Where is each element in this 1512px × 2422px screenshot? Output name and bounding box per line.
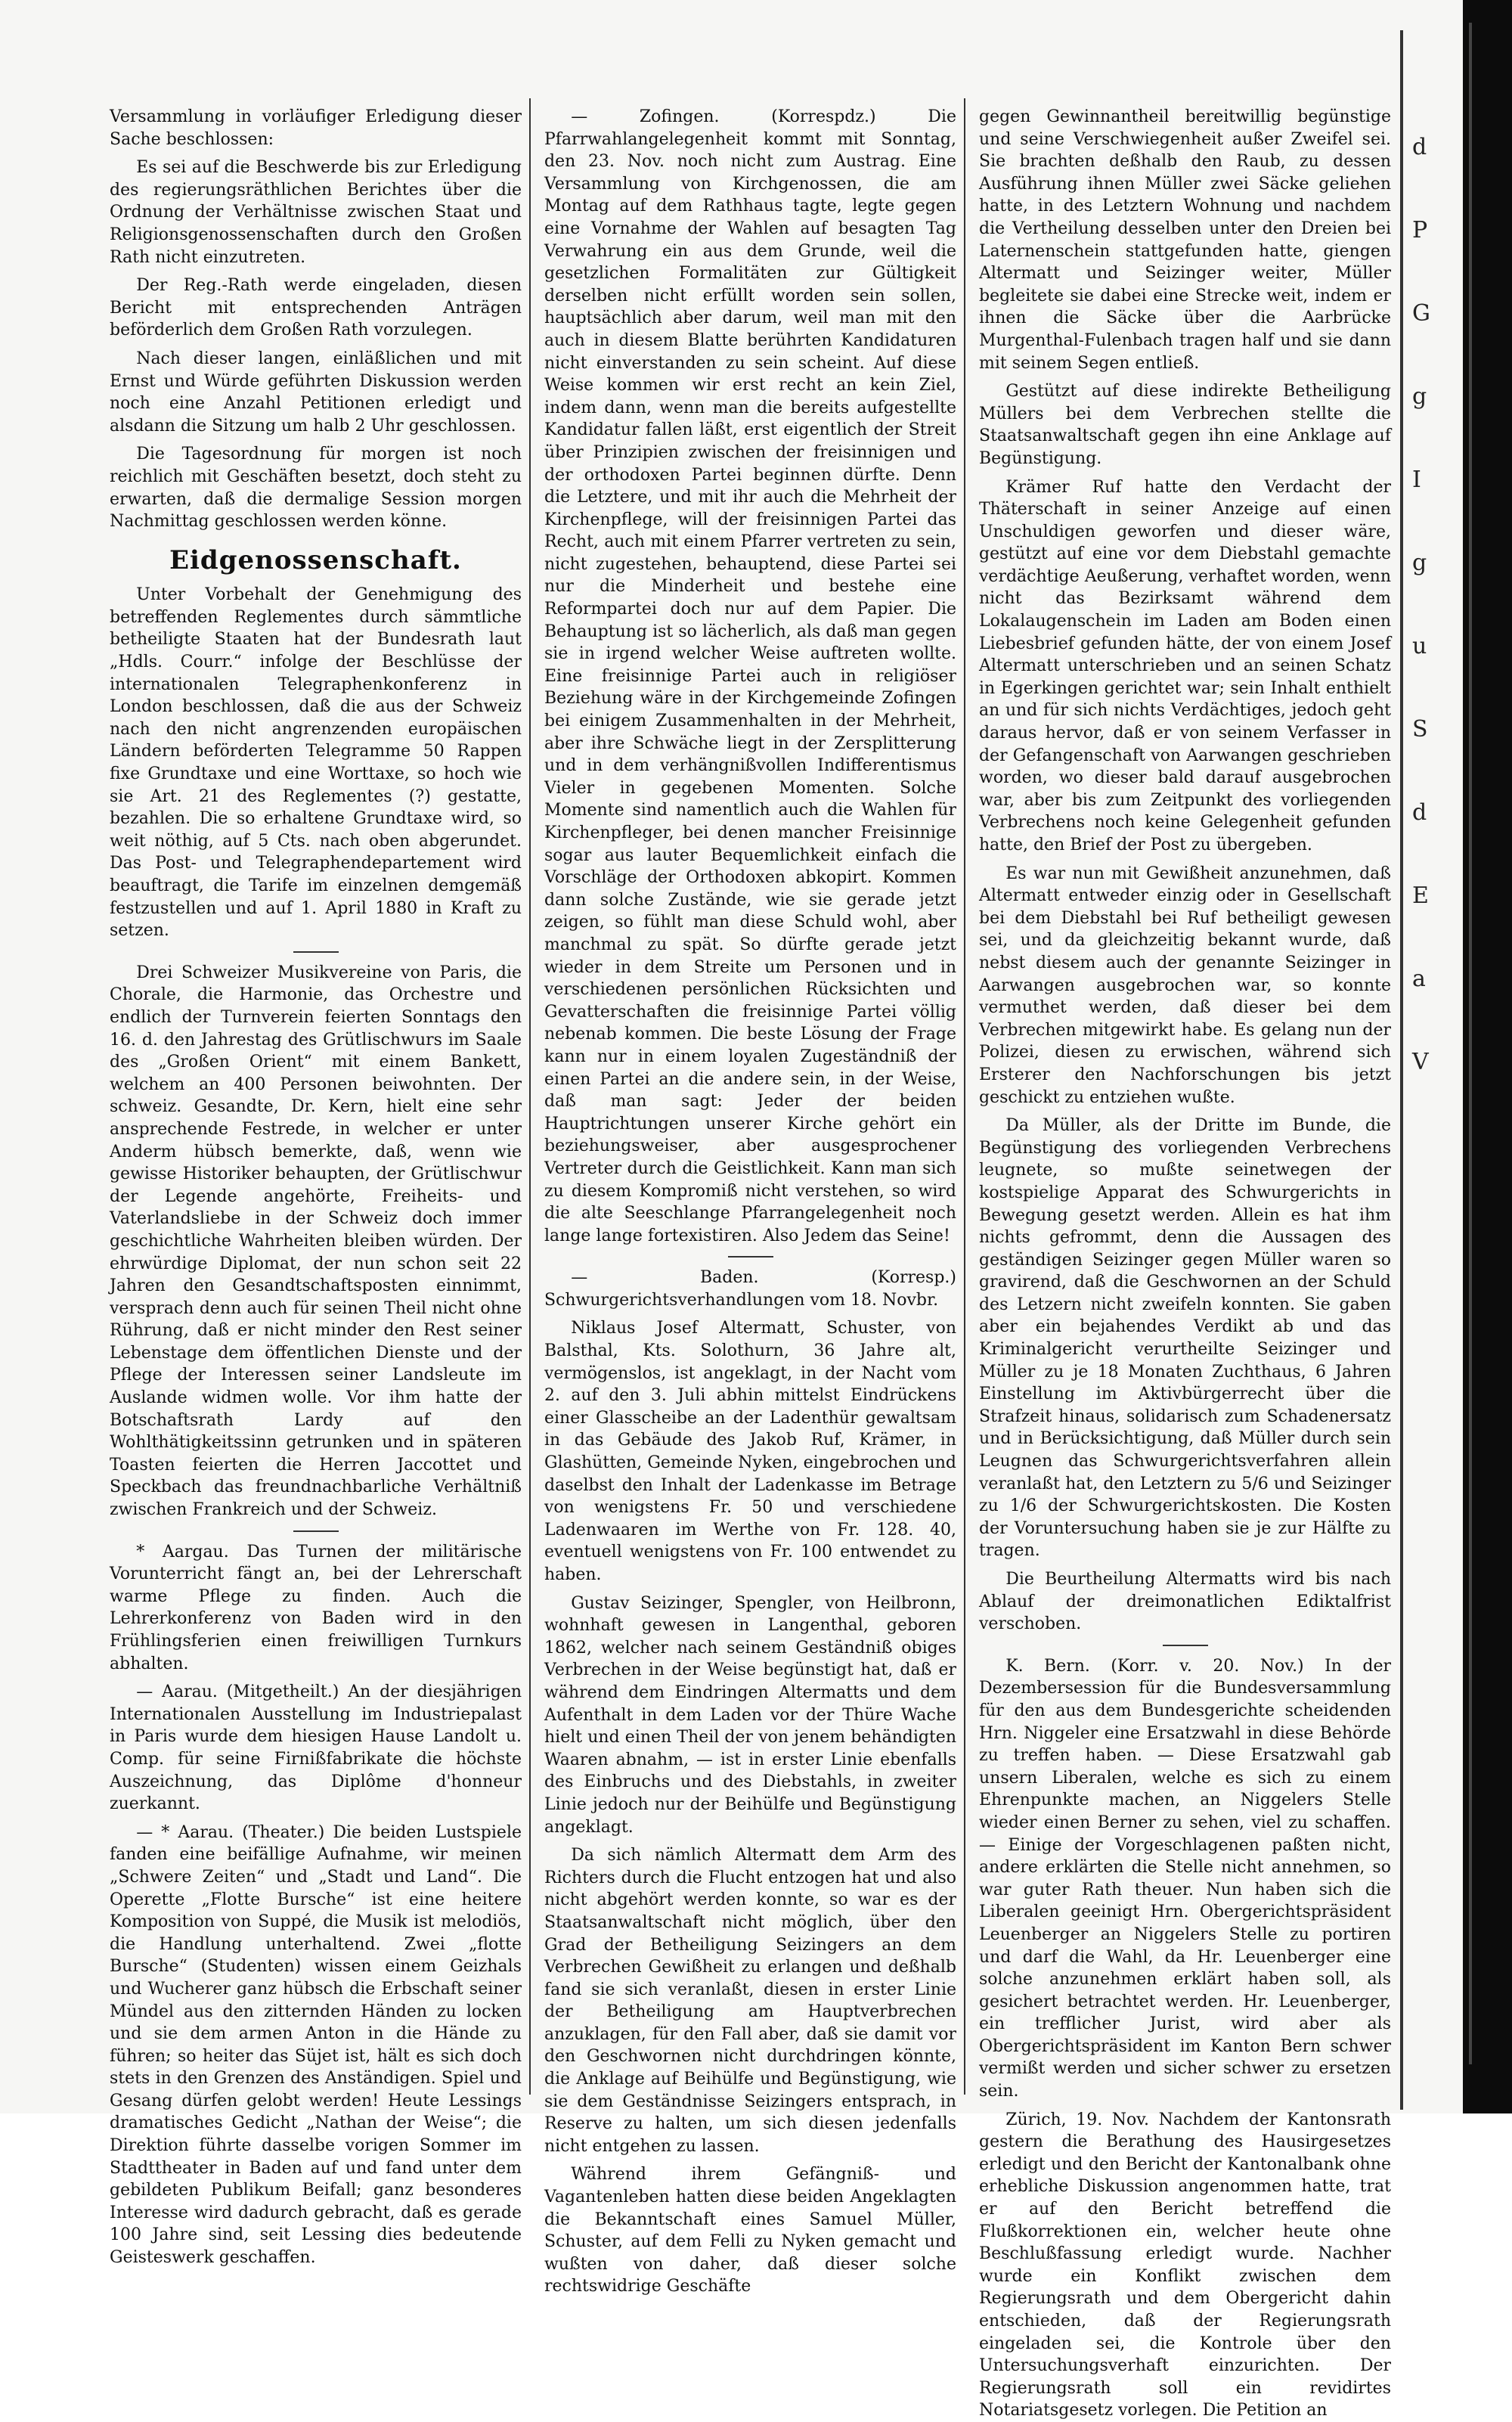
paragraph: — Zofingen. (Korrespdz.) Die Pfarrwahlangelegenheit kommt mit Sonntag, den 23. Nov. noch nicht zum Austrag. Eine Versammlung von Kirchgenossen, die am Montag auf dem Rathhaus tagte, legte gegen eine Vornahme der Wahlen auf besagten Tag Verwahrung ein aus dem Grunde, weil die gesetzlichen Formalitäten zur Gültigkeit derselben nicht erfüllt worden sein sollen, hauptsächlich aber darum, weil man mit den auch in diesem Blatte berührten Kandidaturen nicht einverstanden zu sein scheint. Auf diese Weise kommen wir erst recht an kein Ziel, indem dann, wenn man die bereits aufgestellte Kandidatur fallen läßt, erst eigentlich der Streit über Prinzipien zwischen der freisinnigen und der orthodoxen Partei beginnen dürfte. Denn die Letztere, und mit ihr auch die Mehrheit der Kirchenpflege, will der freisinnigen Partei das Recht, auch mit einem Pfarrer vertreten zu sein, nicht zugestehen, behauptend, diese Partei sei nur die Minderheit und bestehe eine Reformpartei doch nur auf dem Papier. Die Behauptung ist so lächerlich, als daß man gegen sie in irgend welcher Weise auftreten wollte. Eine freisinnige Partei auch in religiöser Beziehung wäre in der Kirchgemeinde Zofingen bei einigem Zusammenhalten in der Mehrheit, aber ihre Schwäche liegt in der Zersplitterung und in dem verhängnißvollen Indifferentismus Vieler in gegebenen Momenten. Solche Momente sind namentlich auch die Wahlen für Kirchenpfleger, bei denen mancher Freisinnige sogar aus lauter Bequemlichkeit einfach die Vorschläge der Orthodoxen abkopirt. Kommen dann solche Zustände, wie sie gerade jetzt zeigen, so fühlt man diese Schuld wohl, aber manchmal zu spät. So dürfte gerade jetzt wieder in dem Streite um Personen und in verschiedenen persönlichen Rücksichten und Gevatterschaften die freisinnige Partei völlig nebenab kommen. Die beste Lösung der Frage kann nur in einem loyalen Zugeständniß der einen Partei an die andere sein, in der Weise, daß man sagt: Jeder der beiden Hauptrichtungen unserer Kirche gehört ein beziehungsweiser, aber ausgesprochener Vertreter durch die Geistlichkeit. Kann man sich zu diesem Kompromiß nicht verstehen, so wird die alte Seeschlange Pfarrangelegenheit noch lange lange fortexistiren. Also Jedem das Seine! [544, 107, 956, 1245]
fragment-letter: V [1412, 1049, 1429, 1075]
fragment-letter: d [1412, 134, 1427, 160]
separator [293, 951, 339, 953]
paragraph: Gustav Seizinger, Spengler, von Heilbronn, wohnhaft gewesen in Langenthal, geboren 1862, welcher nach seinem Geständniß obiges Verbrechen in der Weise begünstigt hat, daß er während dem Eindringen Altermatts und dem Aufenthalt in dem Laden vor der Thüre Wache hielt und einen Theil der von jenem behändigten Waaren abnahm, — ist in erster Linie ebenfalls des Einbruchs und des Diebstahls, in zweiter Linie jedoch nur der Beihülfe und Begünstigung angeklagt. [544, 1593, 956, 1837]
column-middle [544, 106, 956, 2296]
paragraph: Drei Schweizer Musikvereine von Paris, die Chorale, die Harmonie, das Orchestre und endlich der Turnverein feierten Sonntags den 16. d. den Jahrestag des Grütlischwurs im Saale des „Großen Orient“ mit einem Bankett, welchem an 400 Personen beiwohnten. Der schweiz. Gesandte, Dr. Kern, hielt eine sehr ansprechende Festrede, in welcher er unter Anderm hübsch bemerkte, daß, wenn wie gewisse Historiker behaupten, der Grütlischwur der Legende angehörte, Freiheits- und Vaterlandsliebe in der Schweiz doch immer geschichtliche Wahrheiten bleiben würden. Der ehrwürdige Diplomat, der nun schon seit 22 Jahren den Gesandtschaftsposten einnimmt, versprach denn auch für seinen Theil nicht ohne Rührung, daß er nicht minder den Rest seiner Lebenstage dem öffentlichen Dienste und der Pflege der Interessen seiner Landsleute im Auslande widmen wolle. Vor ihm hatte der Botschaftsrath Lardy auf den Wohlthätigkeitssinn getrunken und in späteren Toasten feierten die Herren Jaccottet und Speckbach das freundnachbarliche Verhältniß zwischen Frankreich und der Schweiz. [110, 963, 522, 1520]
fragment-letter: d [1412, 799, 1427, 826]
paragraph: Versammlung in vorläufiger Erledigung dieser Sache beschlossen: [110, 107, 522, 149]
paragraph: — Baden. (Korresp.) Schwurgerichtsverhandlungen vom 18. Novbr. [544, 1268, 956, 1310]
fragment-letter: a [1412, 966, 1426, 992]
paragraph: Es sei auf die Beschwerde bis zur Erledigung des regierungsräthlichen Berichtes über die Ordnung der Verhältnisse zwischen Staat und Religionsgenossenschaften durch den Großen Rath nicht einzutreten. [110, 158, 522, 267]
fragment-letter: P [1412, 217, 1428, 243]
paragraph: Da Müller, als der Dritte im Bunde, die Begünstigung des vorliegenden Verbrechens leugnete, so mußte seinetwegen der kostspielige Apparat des Schwurgerichts in Bewegung gesetzt werden. Allein es hat ihm nichts gefrommt, denn die Aussagen des geständigen Seizinger gegen Müller waren so gravirend, daß die Geschwornen an der Schuld des Letzern nicht zweifeln konnten. Sie gaben aber ein bejahendes Verdikt ab und das Kriminalgericht verurtheilte Seizinger und Müller zu je 18 Monaten Zuchthaus, 6 Jahren Einstellung im Aktivbürgerrecht über die Strafzeit hinaus, solidarisch zum Schadenersatz und in Berücksichtigung, daß Müller durch sein Leugnen das Schwurgerichtsverfahren allein veranlaßt hat, den Letztern zu 5/6 und Seizinger zu 1/6 der Schwurgerichtskosten. Die Kosten der Voruntersuchung haben sie je zur Hälfte zu tragen. [979, 1116, 1391, 1561]
paragraph: * Aargau. Das Turnen der militärische Vorunterricht fängt an, bei der Lehrerschaft warme Pflege zu finden. Auch die Lehrerkonferenz von Baden wird in den Frühlingsferien einen freiwilligen Turnkurs abhalten. [110, 1542, 522, 1673]
paragraph: gegen Gewinnantheil bereitwillig begünstige und seine Verschwiegenheit außer Zweifel sei. Sie brachten deßhalb den Raub, zu dessen Ausführung ihnen Müller zwei Säcke geliehen hatte, in des Letztern Wohnung und nachdem die Vertheilung desselben unter den Dreien bei Laternenschein stattgefunden hatte, giengen Altermatt und Seizinger weiter, Müller begleitete sie dabei eine Strecke weit, indem er ihnen die Säcke über die Aarbrücke Murgenthal-Fulenbach tragen half und sie dann mit seinem Segen entließ. [979, 107, 1391, 373]
paragraph: Da sich nämlich Altermatt dem Arm des Richters durch die Flucht entzogen hat und also nicht abgehört werden konnte, so war es der Staatsanwaltschaft nicht möglich, über den Grad der Betheiligung Seizingers an dem Verbrechen Gewißheit zu erlangen und deßhalb fand sie sich veranlaßt, diesen in erster Linie der Betheiligung am Hauptverbrechen anzuklagen, für den Fall aber, daß sie damit vor den Geschwornen nicht durchdringen könnte, die Anklage auf Beihülfe und Begünstigung, wie sie dem Geständnisse Seizingers entsprach, in Reserve zu halten, um sich diesen jedenfalls nicht entgehen zu lassen. [544, 1846, 956, 2156]
scan-border [1463, 0, 1512, 2113]
fragment-letter: S [1412, 716, 1428, 743]
paragraph: Es war nun mit Gewißheit anzunehmen, daß Altermatt entweder einzig oder in Gesellschaft bei dem Diebstahl bei Ruf betheiligt gewesen sei, und da gleichzeitig bekannt wurde, daß nebst diesem auch der genannte Seizinger in Aarwangen ausgebrochen war, so konnte vermuthet werden, daß dieser bei dem Verbrechen mitgewirkt habe. Es gelang nun der Polizei, diesen zu erwischen, während sich Ersterer den Nachforschungen bis jetzt geschickt zu entziehen wußte. [979, 864, 1391, 1107]
paragraph: Die Beurtheilung Altermatts wird bis nach Ablauf der dreimonatlichen Ediktalfrist verschoben. [979, 1570, 1391, 1634]
column-rule [964, 98, 965, 2095]
scan-edge [1469, 23, 1472, 2064]
paragraph: — * Aarau. (Theater.) Die beiden Lustspiele fanden eine beifällige Aufnahme, wir meinen „Schwere Zeiten“ und „Stadt und Land“. Die Operette „Flotte Bursche“ ist eine heitere Komposition von Suppé, die Musik ist melodiös, die Handlung unterhaltend. Zwei „flotte Bursche“ (Studenten) wissen einem Geizhals und Wucherer ganz hübsch die Erbschaft seiner Mündel aus den zitternden Händen zu locken und sie dem armen Anton in die Hände zu führen; so heiter das Süjet ist, hält es sich doch stets in den Grenzen des Anständigen. Spiel und Gesang dürfen gelobt werden! Heute Lessings dramatisches Gedicht „Nathan der Weise“; die Direktion führte dasselbe vorigen Sommer im Stadttheater in Baden auf und fand unter dem gebildeten Publikum Beifall; ganz besonderes Interesse wird dadurch gebracht, daß es gerade 100 Jahre sind, seit Lessing dies bedeutende Geisteswerk geschaffen. [110, 1822, 522, 2268]
paragraph: Gestützt auf diese indirekte Betheiligung Müllers bei dem Verbrechen stellte die Staatsanwaltschaft gegen ihn eine Anklage auf Begünstigung. [979, 382, 1391, 468]
fragment-letter: u [1412, 633, 1427, 659]
page-fold-line [1400, 30, 1403, 2110]
paragraph: K. Bern. (Korr. v. 20. Nov.) In der Dezembersession für die Bundesversammlung für den aus dem Bundesgerichte scheidenden Hrn. Niggeler eine Ersatzwahl in diese Behörde zu treffen haben. — Diese Ersatzwahl gab unsern Liberalen, welche es sich zu einem Ehrenpunkte machen, an Niggelers Stelle wieder einen Berner zu sehen, viel zu schaffen. — Einige der Vorgeschlagenen paßten nicht, andere erklärten die Stelle nicht annehmen, so war guter Rath theuer. Nun haben sich die Liberalen geeinigt Hrn. Obergerichtspräsident Leuenberger an Niggelers Stelle zu portiren und darf die Wahl, da Hr. Leuenberger eine solche anzunehmen erklärt haben soll, als gesichert betrachtet werden. Hr. Leuenberger, ein trefflicher Jurist, wird aber als Obergerichtspräsident im Kanton Bern schwer vermißt werden und sicher schwer zu ersetzen sein. [979, 1656, 1391, 2101]
paragraph: Der Reg.-Rath werde eingeladen, diesen Bericht mit entsprechenden Anträgen beförderlich dem Großen Rath vorzulegen. [110, 276, 522, 340]
paragraph: Unter Vorbehalt der Genehmigung des betreffenden Reglementes durch sämmtliche betheiligte Staaten hat der Bundesrath laut „Hdls. Courr.“ infolge der Beschlüsse der internationalen Telegraphenkonferenz in London beschlossen, daß die aus der Schweiz nach den nicht angrenzenden europäischen Ländern beförderten Telegramme 50 Rappen fixe Grundtaxe und eine Worttaxe, so hoch wie sie Art. 21 des Reglementes (?) gestatte, bezahlen. Die so erhaltene Grundtaxe wird, so weit nöthig, auf 5 Cts. nach oben abgerundet. Das Post- und Telegraphendepartement wird beauftragt, die Tarife im einzelnen demgemäß festzustellen und auf 1. April 1880 in Kraft zu setzen. [110, 585, 522, 941]
fragment-letter: I [1412, 467, 1421, 493]
adjacent-page-fragment [1412, 106, 1458, 1104]
fragment-letter: g [1412, 550, 1427, 576]
paragraph: Während ihrem Gefängniß- und Vagantenleben hatten diese beiden Angeklagten die Bekanntschaft eines Samuel Müller, Schuster, auf dem Felli zu Nyken gemacht und wußten von daher, daß dieser solche rechtswidrige Geschäfte [544, 2165, 956, 2296]
paragraph: Krämer Ruf hatte den Verdacht der Thäterschaft in seiner Anzeige auf einen Unschuldigen geworfen und dieser wäre, gestützt auf eine vor dem Diebstahl gemachte verdächtige Aeußerung, verhaftet worden, wenn nicht das Bezirksamt während dem Lokalaugenschein im Laden am Boden einen Liebesbrief gefunden hätte, der von einem Josef Altermatt unterschrieben und an seinen Schatz in Egerkingen gerichtet war; sein Inhalt enthielt an und für sich nichts Verdächtiges, jedoch geht daraus hervor, daß er von seinem Verfasser in der Gefangenschaft von Aarwangen geschrieben worden, wo dieser bald darauf ausgebrochen war, aber bis zum Zeitpunkt des vorliegenden Verbrechens noch keine Gelegenheit gefunden hatte, den Brief der Post zu übergeben. [979, 477, 1391, 854]
paragraph: Niklaus Josef Altermatt, Schuster, von Balsthal, Kts. Solothurn, 36 Jahre alt, vermögenslos, ist angeklagt, in der Nacht vom 2. auf den 3. Juli abhin mittelst Eindrückens einer Glasscheibe an der Ladenthür gewaltsam in das Gebäude des Jakob Ruf, Krämer, in Glashütten, Gemeinde Nyken, eingebrochen und daselbst den Inhalt der Ladenkasse im Betrage von wenigstens Fr. 50 und verschiedene Ladenwaaren im Werthe von Fr. 128. 40, eventuell wenigstens von Fr. 100 entwendet zu haben. [544, 1319, 956, 1584]
fragment-letter: G [1412, 300, 1430, 327]
section-heading: Eidgenossenschaft. [169, 544, 462, 575]
fragment-letter: E [1412, 882, 1429, 909]
column-right [979, 106, 1391, 2420]
separator [1163, 1645, 1208, 1646]
separator [728, 1256, 773, 1258]
paragraph: Die Tagesordnung für morgen ist noch reichlich mit Geschäften besetzt, doch steht zu erwarten, daß die dermalige Session morgen Nachmittag geschlossen werden könne. [110, 445, 522, 532]
paragraph: Nach dieser langen, einläßlichen und mit Ernst und Würde geführten Diskussion werden noch eine Anzahl Petitionen erledigt und alsdann die Sitzung um halb 2 Uhr geschlossen. [110, 349, 522, 436]
paragraph: Zürich, 19. Nov. Nachdem der Kantonsrath gestern die Berathung des Hausirgesetzes erledigt und den Bericht der Kantonalbank ohne erhebliche Diskussion angenommen hatte, trat er auf den Bericht betreffend die Flußkorrektionen ein, welcher heute ohne Beschlußfassung erledigt wurde. Nachher wurde ein Konflikt zwischen dem Regierungsrath und dem Obergericht dahin entschieden, daß der Regierungsrath eingeladen sei, die Kontrole über den Untersuchungsverhaft einzurichten. Der Regierungsrath soll ein revidirtes Notariatsgesetz vorlegen. Die Petition an [979, 2110, 1391, 2420]
column-left [110, 106, 522, 2268]
column-rule [529, 98, 531, 2095]
fragment-letter: g [1412, 383, 1427, 410]
paragraph: — Aarau. (Mitgetheilt.) An der diesjährigen Internationalen Ausstellung im Industriepalast in Paris wurde dem hiesigen Hause Landolt u. Comp. für seine Firnißfabrikate die höchste Auszeichnung, das Diplôme d'honneur zuerkannt. [110, 1682, 522, 1814]
separator [293, 1530, 339, 1532]
